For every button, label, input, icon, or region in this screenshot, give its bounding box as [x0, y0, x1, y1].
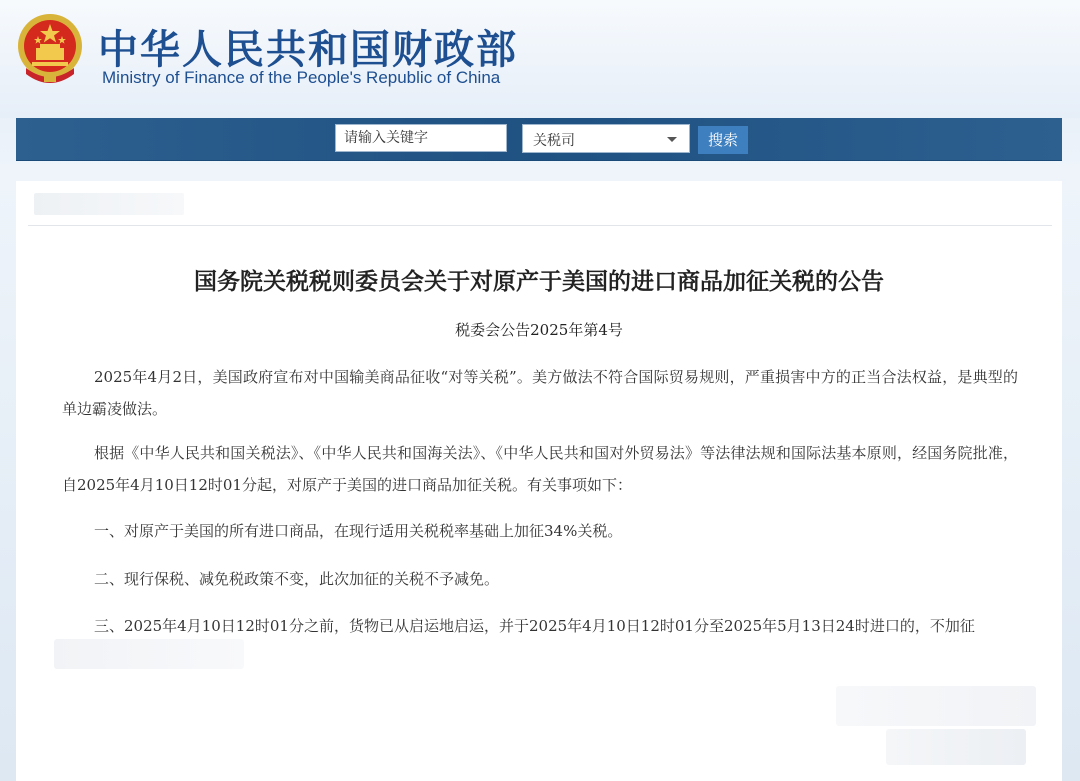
- article-paragraph: 一、对原产于美国的所有进口商品，在现行适用关税税率基础上加征34%关税。: [94, 522, 623, 540]
- chevron-down-icon: [667, 137, 677, 142]
- article-paragraph: 二、现行保税、减免税政策不变，此次加征的关税不予减免。: [94, 570, 500, 588]
- site-title-cn: 中华人民共和国财政部: [98, 27, 518, 73]
- category-select-value: 关税司: [533, 133, 575, 149]
- search-input[interactable]: [335, 124, 507, 152]
- national-emblem-icon: [16, 12, 84, 86]
- blurred-region: [886, 729, 1026, 765]
- article-title: 国务院关税税则委员会关于对原产于美国的进口商品加征关税的公告: [194, 269, 884, 295]
- breadcrumb-blurred: [34, 193, 184, 215]
- site-header: [0, 0, 1080, 118]
- article-paragraph: 三、2025年4月10日12时01分之前，货物已从启运地启运，并于2025年4月10日12时01分至2025年5月13日24时进口的，不加征: [94, 617, 975, 635]
- article-panel: [16, 181, 1062, 781]
- search-button[interactable]: 搜索: [698, 126, 748, 154]
- article-paragraph: 根据《中华人民共和国关税法》、《中华人民共和国海关法》、《中华人民共和国对外贸易法》等法律法规和国际法基本原则，经国务院批准，自2025年4月10日12时01分起，对原产于美国的进口商品加征关税。有关事项如下：: [62, 444, 1018, 494]
- article-paragraph: 2025年4月2日，美国政府宣布对中国输美商品征收“对等关税”。美方做法不符合国际贸易规则，严重损害中方的正当合法权益，是典型的单边霸凌做法。: [62, 368, 1018, 418]
- breadcrumb: [28, 187, 1052, 226]
- category-select[interactable]: [522, 124, 690, 153]
- document-number: 税委会公告2025年第4号: [455, 321, 623, 339]
- blurred-region: [836, 686, 1036, 726]
- blurred-region: [54, 639, 244, 669]
- site-title-en: Ministry of Finance of the People's Republic of China: [102, 68, 501, 87]
